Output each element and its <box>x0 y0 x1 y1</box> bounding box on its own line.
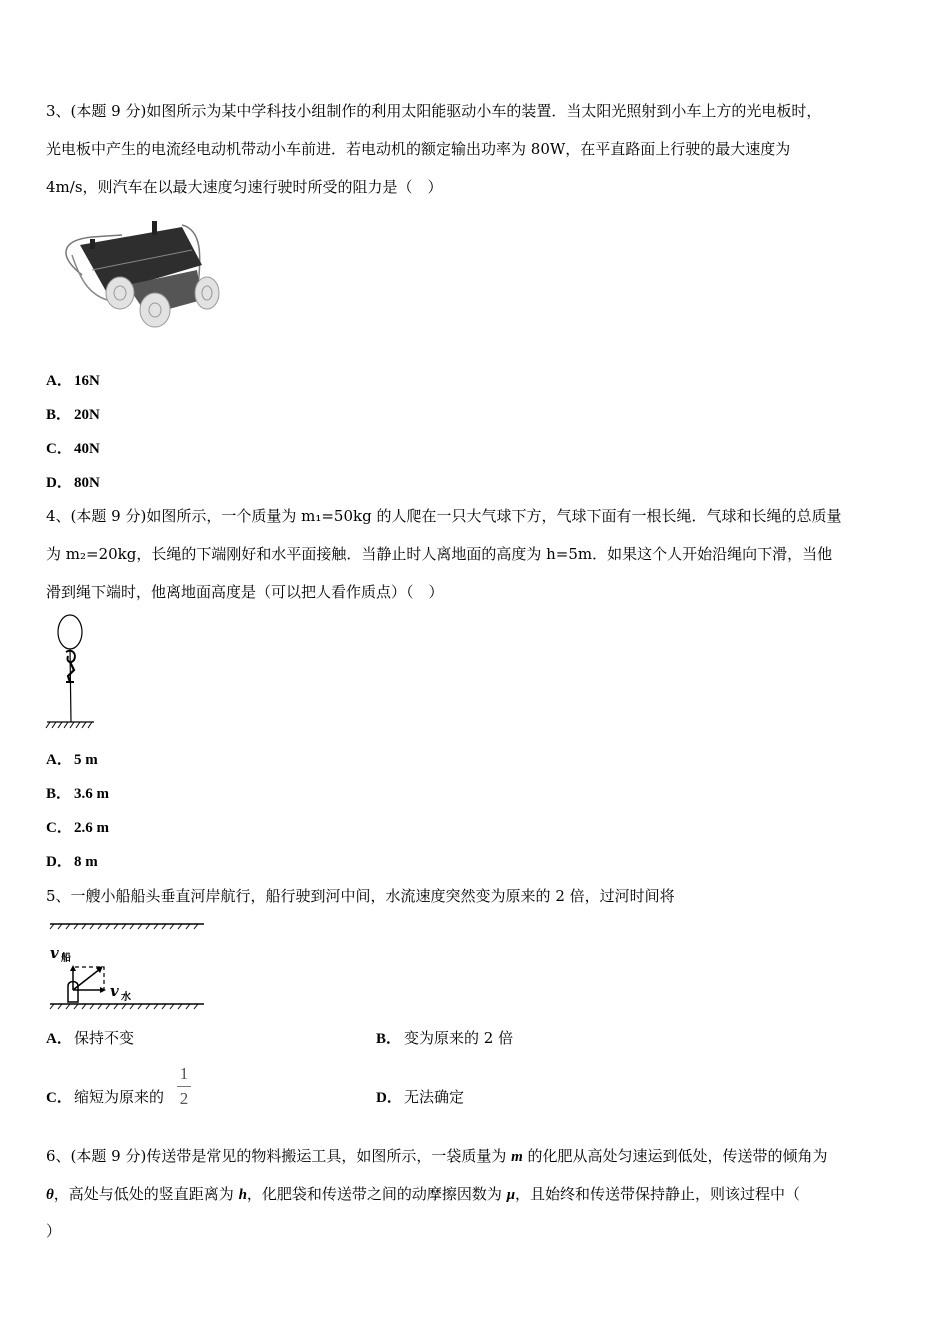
q4-stem-line-2: 为 m₂=20kg，长绳的下端刚好和水平面接触．当静止时人离地面的高度为 h=5m．如果这个人开始沿绳向下滑，当他 <box>46 545 833 563</box>
v-boat-subscript: 船 <box>61 953 71 964</box>
q6-stem-line-1: 6、(本题 9 分)传送带是常见的物料搬运工具，如图所示，一袋质量为 m 的化肥从高处匀速运到低处，传送带的倾角为 <box>46 1147 828 1165</box>
q4-stem-line-1: 4、(本题 9 分)如图所示，一个质量为 m₁=50kg 的人爬在一只大气球下方，气球下面有一根长绳．气球和长绳的总质量 <box>46 507 842 525</box>
q4-option-c[interactable]: C． 2.6 m <box>46 820 109 836</box>
q6-stem-line-3: ） <box>46 1222 62 1240</box>
q3-option-a[interactable]: A． 16N <box>46 373 100 389</box>
q3-option-b[interactable]: B． 20N <box>46 407 100 423</box>
q3-option-d[interactable]: D． 80N <box>46 475 100 491</box>
var-theta: θ <box>46 1187 54 1203</box>
q5-option-d[interactable]: D． 无法确定 <box>376 1088 465 1106</box>
fraction-one-half: 1 2 <box>177 1064 191 1109</box>
q3-stem-line-3: 4m/s，则汽车在以最大速度匀速行驶时所受的阻力是（ ） <box>46 178 443 196</box>
v-boat-label: v <box>50 944 59 962</box>
var-mu: μ <box>506 1187 516 1203</box>
var-h: h <box>238 1187 247 1203</box>
q4-option-d[interactable]: D． 8 m <box>46 854 98 870</box>
river-boat-figure <box>44 914 209 1014</box>
q3-stem-line-2: 光电板中产生的电流经电动机带动小车前进．若电动机的额定输出功率为 80W，在平直路面上行驶的最大速度为 <box>46 140 791 158</box>
v-water-label: v <box>110 982 119 1000</box>
q3-option-c[interactable]: C． 40N <box>46 441 100 457</box>
v-water-subscript: 水 <box>121 992 131 1003</box>
q4-stem-line-3: 滑到绳下端时，他离地面高度是（可以把人看作质点）（ ） <box>46 583 444 601</box>
balloon-rope-figure <box>44 612 104 732</box>
q6-stem-line-2: θ，高处与低处的竖直距离为 h，化肥袋和传送带之间的动摩擦因数为 μ，且始终和传送带保持静止，则该过程中（ <box>46 1185 801 1203</box>
var-m: m <box>511 1149 523 1165</box>
q3-stem-line-1: 3、(本题 9 分)如图所示为某中学科技小组制作的利用太阳能驱动小车的装置．当太阳光照射到小车上方的光电板时， <box>46 102 822 120</box>
q5-option-c[interactable]: C． 缩短为原来的 <box>46 1088 165 1106</box>
q4-option-a[interactable]: A． 5 m <box>46 752 98 768</box>
q5-stem-line-1: 5、一艘小船船头垂直河岸航行，船行驶到河中间，水流速度突然变为原来的 2 倍，过河时间将 <box>46 887 675 905</box>
q5-option-b[interactable]: B． 变为原来的 2 倍 <box>376 1029 514 1047</box>
q5-option-a[interactable]: A． 保持不变 <box>46 1029 135 1047</box>
q4-option-b[interactable]: B． 3.6 m <box>46 786 109 802</box>
solar-car-figure <box>52 215 227 335</box>
